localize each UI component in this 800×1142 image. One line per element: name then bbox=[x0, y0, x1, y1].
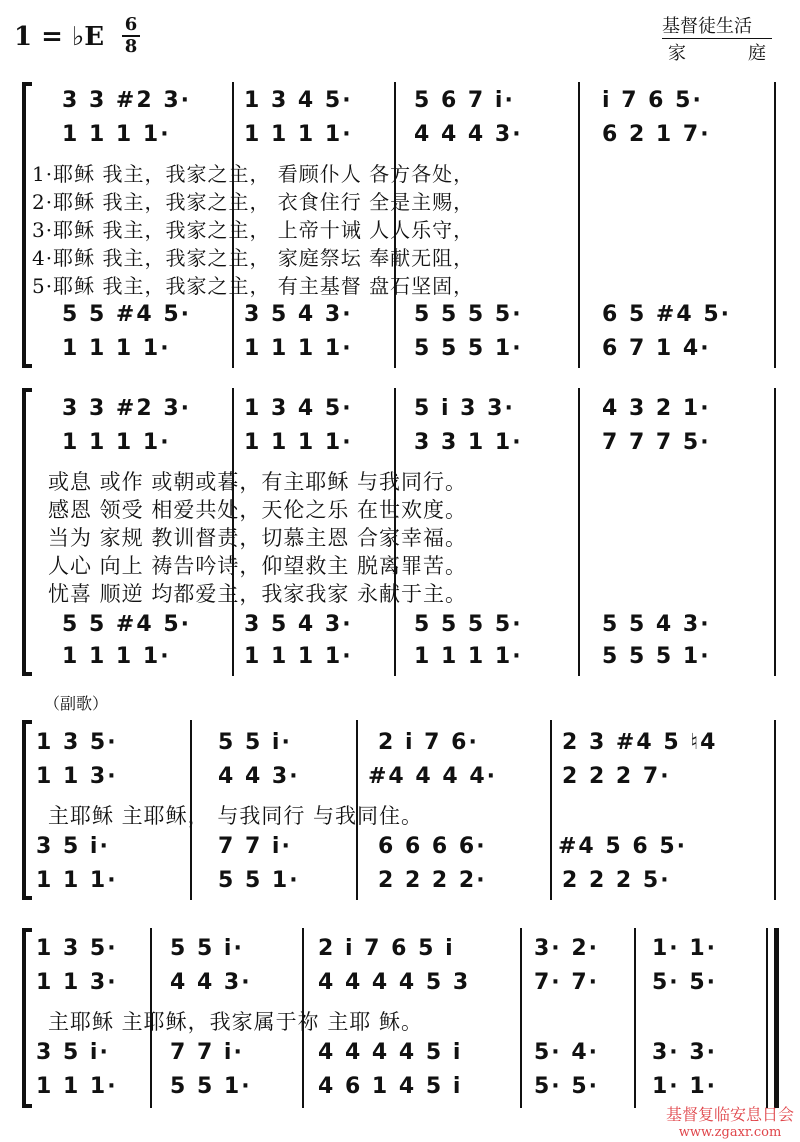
tenor-measure: 6 6 6 6· bbox=[378, 834, 487, 859]
tenor-measure: 6 5 #4 5· bbox=[602, 302, 731, 327]
tenor-measure: 5 5 #4 5· bbox=[62, 302, 191, 327]
alto-measure: 1 1 1 1· bbox=[244, 122, 353, 147]
soprano-measure: 5 i 3 3· bbox=[414, 396, 515, 421]
bass-measure: 5 5 1· bbox=[218, 868, 300, 893]
chorus-lyrics: 主耶稣 主耶稣，我家属于祢 主耶 稣。 bbox=[48, 1010, 424, 1034]
soprano-measure: 5 5 i· bbox=[218, 730, 292, 755]
barline bbox=[578, 82, 580, 368]
barline bbox=[774, 82, 776, 368]
soprano-measure: 2 3 #4 5 ♮4 bbox=[562, 730, 718, 755]
tenor-measure: 5 5 #4 5· bbox=[62, 612, 191, 637]
meter-top: 6 bbox=[124, 14, 138, 35]
bass-measure: 1 1 1 1· bbox=[62, 336, 171, 361]
system-1 bbox=[22, 82, 782, 368]
alto-measure: 4 4 3· bbox=[170, 970, 252, 995]
tenor-measure: 3 5 4 3· bbox=[244, 612, 353, 637]
site-watermark bbox=[666, 1102, 794, 1140]
system-2 bbox=[22, 388, 782, 676]
chorus-label: （副歌） bbox=[44, 694, 109, 713]
system-brace bbox=[22, 928, 26, 1108]
bass-measure: 1· 1· bbox=[652, 1074, 717, 1099]
system-brace bbox=[22, 388, 26, 676]
barline bbox=[774, 388, 776, 676]
tenor-measure: 5· 4· bbox=[534, 1040, 599, 1065]
barline bbox=[766, 928, 768, 1108]
soprano-measure: 1 3 5· bbox=[36, 936, 118, 961]
soprano-measure: 2 i 7 6 5 i bbox=[318, 936, 455, 961]
alto-measure: 4 4 4 4 5 3 bbox=[318, 970, 471, 995]
system-brace bbox=[22, 720, 26, 900]
bass-measure: 4 6 1 4 5 i bbox=[318, 1074, 463, 1099]
hymn-category bbox=[662, 12, 772, 65]
bass-measure: 1 1 1 1· bbox=[62, 644, 171, 669]
bass-measure: 5· 5· bbox=[534, 1074, 599, 1099]
bass-measure: 1 1 1 1· bbox=[244, 336, 353, 361]
soprano-measure: 5 6 7 i· bbox=[414, 88, 515, 113]
verse-line: 2·耶稣 我主，我家之主， 衣食住行 全是主赐， bbox=[32, 190, 475, 214]
meter-bottom: 8 bbox=[124, 36, 138, 57]
bass-measure: 6 7 1 4· bbox=[602, 336, 711, 361]
bass-measure: 2 2 2 2· bbox=[378, 868, 487, 893]
barline bbox=[578, 388, 580, 676]
tenor-measure: 3 5 i· bbox=[36, 1040, 110, 1065]
alto-measure: 7· 7· bbox=[534, 970, 599, 995]
tenor-measure: 4 4 4 4 5 i bbox=[318, 1040, 463, 1065]
soprano-measure: 1 3 5· bbox=[36, 730, 118, 755]
barline bbox=[550, 720, 552, 900]
watermark-line1: 基督复临安息日会 bbox=[665, 1105, 794, 1124]
alto-measure: 1 1 3· bbox=[36, 970, 118, 995]
alto-measure: 1 1 1 1· bbox=[62, 122, 171, 147]
soprano-measure: 1· 1· bbox=[652, 936, 717, 961]
barline bbox=[774, 720, 776, 900]
alto-measure: 7 7 7 5· bbox=[602, 430, 711, 455]
verse-line: 人心 向上 祷告吟诗，仰望救主 脱离罪苦。 bbox=[48, 554, 468, 578]
final-barline bbox=[774, 928, 779, 1108]
alto-measure: 1 1 1 1· bbox=[62, 430, 171, 455]
verse-line: 5·耶稣 我主，我家之主， 有主基督 盘石坚固， bbox=[32, 274, 475, 298]
alto-measure: 4 4 4 3· bbox=[414, 122, 523, 147]
tenor-measure: 7 7 i· bbox=[170, 1040, 244, 1065]
alto-measure: 1 1 1 1· bbox=[244, 430, 353, 455]
bass-measure: 2 2 2 5· bbox=[562, 868, 671, 893]
tenor-measure: #4 5 6 5· bbox=[558, 834, 687, 859]
category-line2-a: 家 bbox=[668, 43, 686, 64]
bass-measure: 1 1 1· bbox=[36, 868, 118, 893]
soprano-measure: 5 5 i· bbox=[170, 936, 244, 961]
alto-measure: 5· 5· bbox=[652, 970, 717, 995]
soprano-measure: 3 3 #2 3· bbox=[62, 88, 191, 113]
category-line2 bbox=[662, 39, 772, 65]
verse-line: 忧喜 顺逆 均都爱主，我家我家 永献于主。 bbox=[48, 582, 468, 606]
alto-measure: 6 2 1 7· bbox=[602, 122, 711, 147]
tenor-measure: 5 5 5 5· bbox=[414, 302, 523, 327]
soprano-measure: 2 i 7 6· bbox=[378, 730, 479, 755]
tenor-measure: 3 5 i· bbox=[36, 834, 110, 859]
watermark-line2: www.zgaxr.com bbox=[678, 1125, 782, 1140]
verse-line: 当为 家规 教训督责，切慕主恩 合家幸福。 bbox=[48, 526, 468, 550]
bass-measure: 1 1 1· bbox=[36, 1074, 118, 1099]
category-line2-b: 庭 bbox=[748, 43, 766, 64]
barline bbox=[520, 928, 522, 1108]
tenor-measure: 3 5 4 3· bbox=[244, 302, 353, 327]
verse-line: 4·耶稣 我主，我家之主， 家庭祭坛 奉献无阻， bbox=[32, 246, 475, 270]
bass-measure: 5 5 1· bbox=[170, 1074, 252, 1099]
alto-measure: 2 2 2 7· bbox=[562, 764, 671, 789]
soprano-measure: i 7 6 5· bbox=[602, 88, 703, 113]
bass-measure: 1 1 1 1· bbox=[244, 644, 353, 669]
tenor-measure: 5 5 4 3· bbox=[602, 612, 711, 637]
time-signature bbox=[118, 16, 144, 56]
soprano-measure: 4 3 2 1· bbox=[602, 396, 711, 421]
category-line1: 基督徒生活 bbox=[662, 12, 772, 39]
bass-measure: 5 5 5 1· bbox=[414, 336, 523, 361]
soprano-measure: 3· 2· bbox=[534, 936, 599, 961]
soprano-measure: 1 3 4 5· bbox=[244, 88, 353, 113]
chorus-lyrics: 主耶稣 主耶稣， 与我同行 与我同住。 bbox=[48, 804, 424, 828]
soprano-measure: 3 3 #2 3· bbox=[62, 396, 191, 421]
system-4 bbox=[22, 928, 782, 1108]
alto-measure: 3 3 1 1· bbox=[414, 430, 523, 455]
bass-measure: 5 5 5 1· bbox=[602, 644, 711, 669]
system-brace bbox=[22, 82, 26, 368]
barline bbox=[634, 928, 636, 1108]
tenor-measure: 7 7 i· bbox=[218, 834, 292, 859]
soprano-measure: 1 3 4 5· bbox=[244, 396, 353, 421]
system-3 bbox=[22, 720, 782, 900]
alto-measure: #4 4 4 4· bbox=[368, 764, 497, 789]
tenor-measure: 3· 3· bbox=[652, 1040, 717, 1065]
tenor-measure: 5 5 5 5· bbox=[414, 612, 523, 637]
verse-line: 感恩 领受 相爱共处，天伦之乐 在世欢度。 bbox=[48, 498, 468, 522]
verse-line: 3·耶稣 我主，我家之主， 上帝十诫 人人乐守， bbox=[32, 218, 475, 242]
alto-measure: 1 1 3· bbox=[36, 764, 118, 789]
verse-line: 1·耶稣 我主，我家之主， 看顾仆人 各方各处， bbox=[32, 162, 475, 186]
bass-measure: 1 1 1 1· bbox=[414, 644, 523, 669]
verse-line: 或息 或作 或朝或暮，有主耶稣 与我同行。 bbox=[48, 470, 468, 494]
alto-measure: 4 4 3· bbox=[218, 764, 300, 789]
key-signature: 1 = ♭E bbox=[14, 22, 105, 52]
